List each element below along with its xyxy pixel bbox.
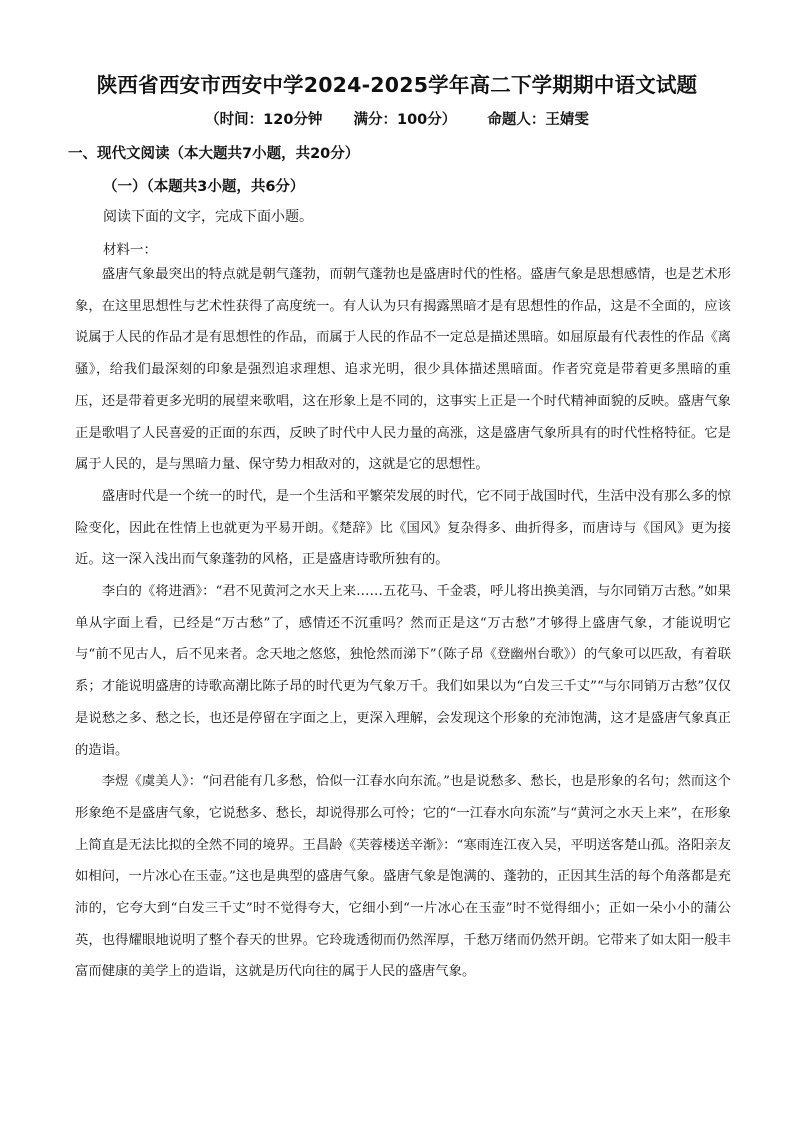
material-label: 材料一： [103, 242, 157, 258]
passage-paragraph: 盛唐气象最突出的特点就是朝气蓬勃，而朝气蓬勃也是盛唐时代的性格。盛唐气象是思想感情，也是艺术形象，在这里思想性与艺术性获得了高度统一。有人认为只有揭露黑暗才是有思想性的作品，这是不全面的，应该说属于人民的作品才是有思想性的作品，而属于人民的作品不一定总是描述黑暗。如屈原最有代表性的作品《离骚》，给我们最深刻的印象是强烈追求理想、追求光明，很少具体描述黑暗面。作者究竟是带着更多黑暗的重压，还是带着更多光明的展望来歌唱，这在形象上是不同的，这事实上正是一个时代精神面貌的反映。盛唐气象正是歌唱了人民喜爱的正面的东西，反映了时代中人民力量的高涨，这是盛唐气象所具有的时代性格特征。它是属于人民的，是与黑暗力量、保守势力相敌对的，这就是它的思想性。 [75, 267, 731, 473]
exam-info [0, 108, 794, 129]
exam-author: 命题人：王婧雯 [487, 112, 589, 128]
exam-time: （时间：120分钟 [205, 112, 323, 128]
passage-paragraph: 李煜《虞美人》：“问君能有几多愁，恰似一江春水向东流。”也是说愁多、愁长，也是形象的名句；然而这个形象绝不是盛唐气象，它说愁多、愁长，却说得那么可怜；它的“一江春水向东流”与“黄河之水天上来”，在形象上简直是无法比拟的全然不同的境界。王昌龄《芙蓉楼送辛渐》：“寒雨连江夜入吴，平明送客楚山孤。洛阳亲友如相问，一片冰心在玉壶。”这也是典型的盛唐气象。盛唐气象是饱满的、蓬勃的，正因其生活的每个角落都是充沛的，它夸大到“白发三千丈”时不觉得夸大，它细小到“一片冰心在玉壶”时不觉得细小；正如一朵小小的蒲公英，也得耀眼地说明了整个春天的世界。它玲珑透彻而仍然浑厚，千愁万绪而仍然开朗。它带来了如太阳一般丰富而健康的美学上的造诣，这就是历代向往的属于人民的盛唐气象。 [75, 774, 731, 980]
subsection-heading: （一）（本题共3小题，共6分） [103, 179, 305, 195]
passage-paragraph: 盛唐时代是一个统一的时代，是一个生活和平繁荣发展的时代，它不同于战国时代，生活中没有那么多的惊险变化，因此在性情上也就更为平易开朗。《楚辞》比《国风》复杂得多、曲折得多，而唐诗与《国风》更为接近。这一深入浅出而气象蓬勃的风格，正是盛唐诗歌所独有的。 [75, 488, 731, 568]
passage-paragraph: 李白的《将进酒》：“君不见黄河之水天上来……五花马、千金裘，呼儿将出换美酒，与尔同销万古愁。”如果单从字面上看，已经是“万古愁”了，感情还不沉重吗？然而正是这“万古愁”才够得上盛唐气象，才能说明它与“前不见古人，后不见来者。念天地之悠悠，独怆然而涕下”（陈子昂《登幽州台歌》）的气象可以匹敌，有着联系；才能说明盛唐的诗歌高潮比陈子昂的时代更为气象万千。我们如果以为“白发三千丈”“与尔同销万古愁”仅仅是说愁之多、愁之长，也还是停留在字面之上，更深入理解，会发现这个形象的充沛饱满，这才是盛唐气象真正的造诣。 [75, 584, 731, 758]
section-heading: 一、现代文阅读（本大题共7小题，共20分） [68, 146, 360, 162]
instruction-text: 阅读下面的文字，完成下面小题。 [103, 209, 313, 225]
exam-score: 满分：100分） [353, 112, 457, 128]
page-title: 陕西省西安市西安中学2024-2025学年高二下学期期中语文试题 [96, 73, 698, 97]
passage-body [75, 259, 731, 988]
